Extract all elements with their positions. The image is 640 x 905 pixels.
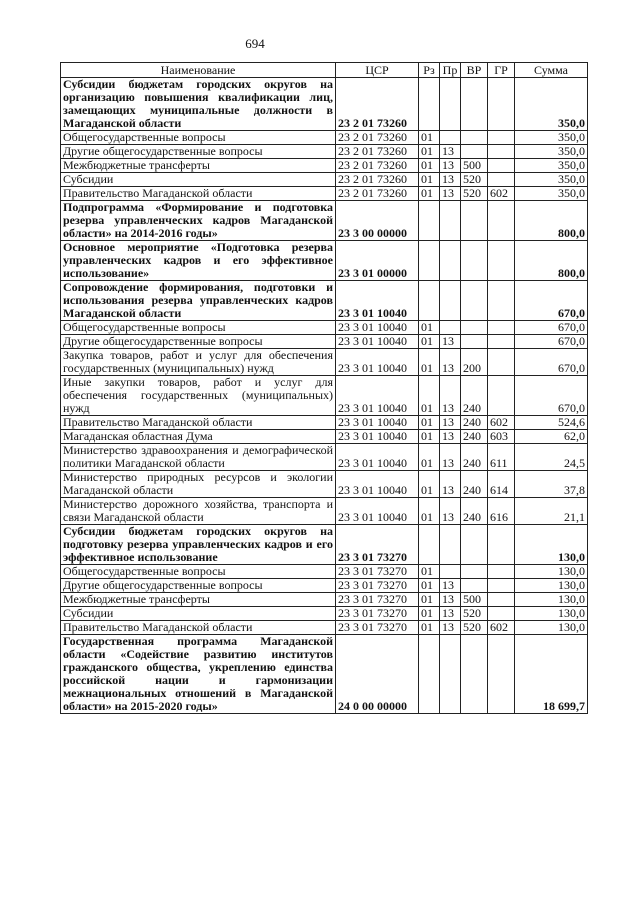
cell-rz: 01: [419, 376, 440, 416]
cell-name: Межбюджетные трансферты: [61, 159, 336, 173]
cell-gr: [488, 525, 515, 565]
cell-pr: [440, 131, 461, 145]
table-row: [61, 430, 588, 444]
cell-csr: 23 3 01 73270: [336, 607, 419, 621]
cell-csr: 23 3 01 73270: [336, 593, 419, 607]
cell-csr: 23 3 01 10040: [336, 498, 419, 525]
table-row: [61, 498, 588, 525]
table-row: [61, 376, 588, 416]
table-row: [61, 471, 588, 498]
cell-sum: 350,0: [515, 78, 588, 131]
header-gr: ГР: [488, 63, 515, 78]
table-row: [61, 78, 588, 131]
cell-gr: [488, 321, 515, 335]
table-row: [61, 321, 588, 335]
cell-name: Подпрограмма «Формирование и подготовка резерва управленческих кадров Магаданской области» на 2014-2016 годы»: [61, 201, 336, 241]
cell-vr: 240: [461, 430, 488, 444]
cell-name: Субсидии: [61, 607, 336, 621]
cell-sum: 62,0: [515, 430, 588, 444]
cell-pr: 13: [440, 349, 461, 376]
cell-pr: 13: [440, 173, 461, 187]
header-sum: Сумма: [515, 63, 588, 78]
cell-rz: 01: [419, 621, 440, 635]
table-row: [61, 201, 588, 241]
cell-gr: [488, 201, 515, 241]
cell-name: Общегосударственные вопросы: [61, 565, 336, 579]
cell-csr: 23 3 00 00000: [336, 201, 419, 241]
cell-vr: 240: [461, 444, 488, 471]
cell-csr: 23 2 01 73260: [336, 173, 419, 187]
cell-gr: [488, 349, 515, 376]
cell-gr: [488, 579, 515, 593]
cell-csr: 24 0 00 00000: [336, 635, 419, 714]
cell-vr: [461, 635, 488, 714]
cell-vr: [461, 565, 488, 579]
cell-pr: [440, 635, 461, 714]
cell-name: Правительство Магаданской области: [61, 621, 336, 635]
header-rz: Рз: [419, 63, 440, 78]
cell-rz: 01: [419, 416, 440, 430]
cell-pr: 13: [440, 579, 461, 593]
cell-sum: 524,6: [515, 416, 588, 430]
table-row: [61, 145, 588, 159]
cell-rz: [419, 635, 440, 714]
cell-name: Министерство здравоохранения и демографической политики Магаданской области: [61, 444, 336, 471]
cell-name: Закупка товаров, работ и услуг для обеспечения государственных (муниципальных) нужд: [61, 349, 336, 376]
cell-name: Основное мероприятие «Подготовка резерва управленческих кадров и его эффективное использование»: [61, 241, 336, 281]
cell-csr: 23 3 01 73270: [336, 525, 419, 565]
cell-name: Министерство дорожного хозяйства, транспорта и связи Магаданской области: [61, 498, 336, 525]
cell-rz: 01: [419, 321, 440, 335]
cell-name: Магаданская областная Дума: [61, 430, 336, 444]
cell-name: Субсидии бюджетам городских округов на подготовку резерва управленческих кадров и его эффективное использование: [61, 525, 336, 565]
cell-vr: [461, 131, 488, 145]
cell-name: Общегосударственные вопросы: [61, 131, 336, 145]
cell-sum: 670,0: [515, 335, 588, 349]
cell-vr: 520: [461, 607, 488, 621]
cell-csr: 23 2 01 73260: [336, 78, 419, 131]
cell-name: Министерство природных ресурсов и экологии Магаданской области: [61, 471, 336, 498]
cell-gr: [488, 159, 515, 173]
cell-sum: 37,8: [515, 471, 588, 498]
cell-pr: [440, 201, 461, 241]
cell-csr: 23 2 01 73260: [336, 131, 419, 145]
cell-vr: 520: [461, 621, 488, 635]
cell-pr: 13: [440, 335, 461, 349]
cell-gr: 616: [488, 498, 515, 525]
table-row: [61, 131, 588, 145]
cell-pr: [440, 525, 461, 565]
cell-name: Субсидии бюджетам городских округов на организацию повышения квалификации лиц, замещающих муниципальные должности в Магаданской области: [61, 78, 336, 131]
cell-rz: 01: [419, 607, 440, 621]
cell-rz: 01: [419, 444, 440, 471]
cell-sum: 350,0: [515, 145, 588, 159]
cell-name: Другие общегосударственные вопросы: [61, 579, 336, 593]
cell-sum: 130,0: [515, 621, 588, 635]
cell-rz: 01: [419, 131, 440, 145]
cell-vr: [461, 241, 488, 281]
table-row: [61, 607, 588, 621]
cell-sum: 800,0: [515, 201, 588, 241]
budget-table: [60, 62, 588, 714]
table-row: [61, 281, 588, 321]
table-row: [61, 635, 588, 714]
cell-vr: 520: [461, 173, 488, 187]
cell-gr: [488, 335, 515, 349]
cell-pr: 13: [440, 621, 461, 635]
cell-gr: [488, 593, 515, 607]
cell-csr: 23 3 01 10040: [336, 444, 419, 471]
cell-sum: 350,0: [515, 131, 588, 145]
cell-vr: 200: [461, 349, 488, 376]
cell-csr: 23 3 01 73270: [336, 565, 419, 579]
table-row: [61, 565, 588, 579]
cell-vr: [461, 281, 488, 321]
cell-name: Общегосударственные вопросы: [61, 321, 336, 335]
cell-name: Субсидии: [61, 173, 336, 187]
cell-vr: 240: [461, 498, 488, 525]
cell-vr: [461, 335, 488, 349]
cell-sum: 670,0: [515, 349, 588, 376]
cell-csr: 23 2 01 73260: [336, 187, 419, 201]
cell-rz: 01: [419, 335, 440, 349]
cell-sum: 24,5: [515, 444, 588, 471]
table-row: [61, 525, 588, 565]
table-row: [61, 621, 588, 635]
cell-rz: 01: [419, 579, 440, 593]
cell-csr: 23 3 01 73270: [336, 621, 419, 635]
cell-rz: [419, 525, 440, 565]
cell-sum: 350,0: [515, 173, 588, 187]
cell-gr: [488, 145, 515, 159]
cell-rz: 01: [419, 498, 440, 525]
table-row: [61, 159, 588, 173]
cell-pr: 13: [440, 444, 461, 471]
cell-vr: [461, 201, 488, 241]
header-name: Наименование: [61, 63, 336, 78]
cell-vr: 520: [461, 187, 488, 201]
header-csr: ЦСР: [336, 63, 419, 78]
cell-pr: 13: [440, 376, 461, 416]
table-row: [61, 349, 588, 376]
cell-csr: 23 3 01 00000: [336, 241, 419, 281]
page-number: 694: [245, 36, 265, 51]
cell-csr: 23 3 01 73270: [336, 579, 419, 593]
table-row: [61, 593, 588, 607]
cell-gr: 602: [488, 621, 515, 635]
cell-sum: 21,1: [515, 498, 588, 525]
cell-sum: 130,0: [515, 607, 588, 621]
table-row: [61, 173, 588, 187]
cell-gr: 602: [488, 416, 515, 430]
cell-csr: 23 3 01 10040: [336, 321, 419, 335]
cell-name: Правительство Магаданской области: [61, 187, 336, 201]
cell-rz: [419, 281, 440, 321]
cell-csr: 23 3 01 10040: [336, 471, 419, 498]
cell-sum: 670,0: [515, 321, 588, 335]
cell-sum: 130,0: [515, 525, 588, 565]
cell-gr: [488, 131, 515, 145]
cell-pr: 13: [440, 471, 461, 498]
cell-pr: 13: [440, 430, 461, 444]
cell-gr: [488, 241, 515, 281]
cell-rz: 01: [419, 471, 440, 498]
cell-pr: 13: [440, 187, 461, 201]
cell-gr: 611: [488, 444, 515, 471]
cell-vr: [461, 78, 488, 131]
cell-csr: 23 3 01 10040: [336, 335, 419, 349]
table-header: [61, 63, 588, 78]
table-row: [61, 241, 588, 281]
cell-name: Другие общегосударственные вопросы: [61, 335, 336, 349]
cell-sum: 18 699,7: [515, 635, 588, 714]
cell-pr: [440, 565, 461, 579]
table-row: [61, 579, 588, 593]
cell-vr: [461, 145, 488, 159]
cell-pr: 13: [440, 416, 461, 430]
cell-gr: 602: [488, 187, 515, 201]
cell-sum: 350,0: [515, 187, 588, 201]
cell-sum: 350,0: [515, 159, 588, 173]
cell-vr: 240: [461, 376, 488, 416]
header-vr: ВР: [461, 63, 488, 78]
cell-gr: [488, 173, 515, 187]
cell-name: Государственная программа Магаданской области «Содействие развитию институтов гражданского общества, укреплению единства российской нации и гармонизации межнациональных отношений в Магаданской области» на 2015-2020 годы»: [61, 635, 336, 714]
cell-name: Правительство Магаданской области: [61, 416, 336, 430]
cell-gr: [488, 635, 515, 714]
cell-sum: 800,0: [515, 241, 588, 281]
cell-vr: 500: [461, 593, 488, 607]
cell-sum: 130,0: [515, 565, 588, 579]
cell-vr: [461, 321, 488, 335]
cell-pr: 13: [440, 159, 461, 173]
cell-gr: [488, 376, 515, 416]
table-row: [61, 444, 588, 471]
cell-name: Другие общегосударственные вопросы: [61, 145, 336, 159]
cell-rz: [419, 78, 440, 131]
cell-pr: [440, 241, 461, 281]
cell-pr: [440, 281, 461, 321]
cell-name: Иные закупки товаров, работ и услуг для обеспечения государственных (муниципальных) нужд: [61, 376, 336, 416]
cell-rz: 01: [419, 187, 440, 201]
cell-rz: 01: [419, 145, 440, 159]
table-row: [61, 416, 588, 430]
cell-sum: 130,0: [515, 593, 588, 607]
cell-vr: 240: [461, 471, 488, 498]
cell-gr: [488, 78, 515, 131]
cell-csr: 23 3 01 10040: [336, 376, 419, 416]
cell-csr: 23 3 01 10040: [336, 430, 419, 444]
cell-gr: [488, 281, 515, 321]
table-body: [61, 78, 588, 714]
cell-gr: 603: [488, 430, 515, 444]
cell-rz: 01: [419, 349, 440, 376]
cell-sum: 670,0: [515, 281, 588, 321]
cell-csr: 23 2 01 73260: [336, 159, 419, 173]
header-row: [61, 63, 588, 78]
table-row: [61, 187, 588, 201]
cell-sum: 130,0: [515, 579, 588, 593]
cell-rz: 01: [419, 159, 440, 173]
cell-pr: [440, 78, 461, 131]
cell-rz: 01: [419, 565, 440, 579]
cell-pr: 13: [440, 145, 461, 159]
cell-name: Сопровождение формирования, подготовки и использования резерва управленческих кадров Магаданской области: [61, 281, 336, 321]
cell-vr: [461, 579, 488, 593]
cell-gr: [488, 607, 515, 621]
cell-gr: [488, 565, 515, 579]
cell-rz: [419, 201, 440, 241]
table-row: [61, 335, 588, 349]
cell-csr: 23 3 01 10040: [336, 281, 419, 321]
cell-pr: [440, 321, 461, 335]
cell-rz: 01: [419, 430, 440, 444]
cell-rz: 01: [419, 173, 440, 187]
cell-vr: 240: [461, 416, 488, 430]
cell-pr: 13: [440, 607, 461, 621]
cell-rz: 01: [419, 593, 440, 607]
cell-pr: 13: [440, 498, 461, 525]
cell-vr: [461, 525, 488, 565]
cell-csr: 23 3 01 10040: [336, 416, 419, 430]
cell-sum: 670,0: [515, 376, 588, 416]
header-pr: Пр: [440, 63, 461, 78]
cell-pr: 13: [440, 593, 461, 607]
cell-csr: 23 2 01 73260: [336, 145, 419, 159]
cell-csr: 23 3 01 10040: [336, 349, 419, 376]
cell-vr: 500: [461, 159, 488, 173]
cell-name: Межбюджетные трансферты: [61, 593, 336, 607]
cell-rz: [419, 241, 440, 281]
cell-gr: 614: [488, 471, 515, 498]
